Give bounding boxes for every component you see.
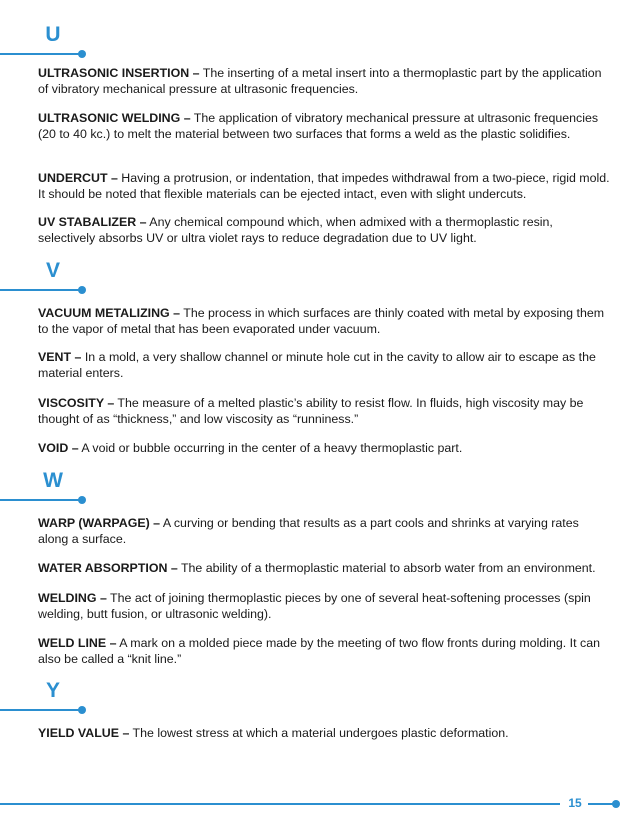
glossary-entry [38,214,610,246]
glossary-entry [38,560,610,576]
glossary-entry [38,725,610,741]
section-letter: V [45,259,60,282]
entry-definition: Any chemical compound which, when admixed with a thermoplastic resin, selectively absorbs UV or ultra violet rays to reduce degradation due to UV light. [38,215,553,245]
section-rule [0,709,82,711]
glossary-entry [38,515,610,547]
section-letter: W [43,469,63,492]
glossary-entry [38,590,610,622]
section-rule [0,53,82,55]
entry-definition: A curving or bending that results as a part cools and shrinks at varying rates along a surface. [38,516,579,546]
entry-term: ULTRASONIC INSERTION – [38,66,200,80]
entry-term: WELDING – [38,591,107,605]
entry-definition: The lowest stress at which a material undergoes plastic deformation. [129,726,509,740]
entry-definition: The process in which surfaces are thinly coated with metal by exposing them to the vapor of metal that has been evaporated under vacuum. [38,306,605,336]
entry-definition: Having a protrusion, or indentation, that impedes withdrawal from a two-piece, rigid mold. It should be noted that flexible materials can be ejected intact, even with slight undercuts. [38,171,610,201]
glossary-entry [38,305,610,337]
glossary-entry [38,635,610,667]
rule-dot [78,286,86,294]
entry-term: VOID – [38,441,79,455]
section-rule [0,289,82,291]
entry-term: UV STABALIZER – [38,215,147,229]
entry-definition: The inserting of a metal insert into a thermoplastic part by the application of vibratory mechanical pressure at ultrasonic frequencies. [38,66,602,96]
page-number: 15 [568,796,582,810]
entry-term: WELD LINE – [38,636,117,650]
footer-dot [612,800,620,808]
section-letter: U [45,23,61,46]
entry-term: WARP (WARPAGE) – [38,516,161,530]
entry-term: ULTRASONIC WELDING – [38,111,191,125]
glossary-entry [38,395,610,427]
entry-term: UNDERCUT – [38,171,118,185]
entry-term: WATER ABSORPTION – [38,561,178,575]
glossary-entry [38,440,610,456]
section-letter: Y [45,679,60,702]
rule-dot [78,706,86,714]
entry-term: VISCOSITY – [38,396,115,410]
entry-term: VACUUM METALIZING – [38,306,181,320]
glossary-entry [38,65,610,97]
entry-definition: A mark on a molded piece made by the meeting of two flow fronts during molding. It can also be called a “knit line.” [38,636,600,666]
entry-term: YIELD VALUE – [38,726,130,740]
glossary-entry [38,349,610,381]
section-rule [0,499,82,501]
glossary-entry [38,170,610,202]
entry-term: VENT – [38,350,82,364]
footer-rule [0,803,560,805]
rule-dot [78,50,86,58]
rule-dot [78,496,86,504]
entry-definition: The application of vibratory mechanical pressure at ultrasonic frequencies (20 to 40 kc.) to melt the material between two surfaces that forms a weld as the plastic solidifies. [38,111,599,141]
glossary-entry [38,110,610,142]
entry-definition: A void or bubble occurring in the center of a heavy thermoplastic part. [78,441,463,455]
entry-definition: The act of joining thermoplastic pieces by one of several heat-softening processes (spin welding, butt fusion, or ultrasonic welding). [38,591,591,621]
entry-definition: In a mold, a very shallow channel or minute hole cut in the cavity to allow air to escape as the material enters. [38,350,596,380]
entry-definition: The measure of a melted plastic’s ability to resist flow. In fluids, high viscosity may be thought of as “thickness,” and low viscosity as “runniness.” [38,396,584,426]
entry-definition: The ability of a thermoplastic material to absorb water from an environment. [177,561,596,575]
